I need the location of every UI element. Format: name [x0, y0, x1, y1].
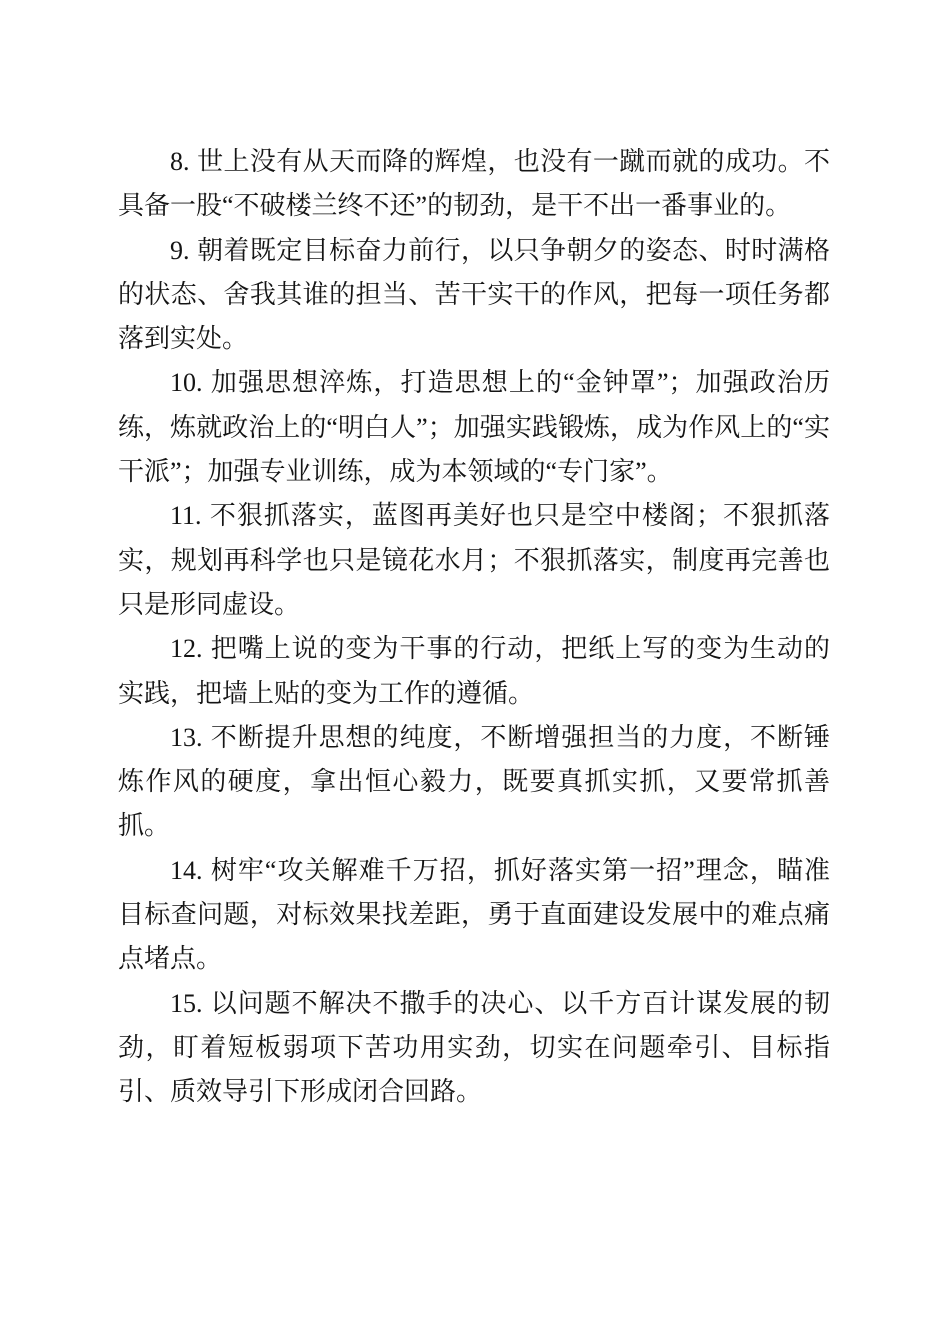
document-body	[118, 140, 830, 1115]
paragraph-9	[118, 229, 830, 362]
paragraph-number: 14.	[170, 855, 203, 885]
paragraph-number: 9.	[170, 235, 190, 265]
paragraph-11	[118, 494, 830, 627]
paragraph-text: 加强思想淬炼，打造思想上的“金钟罩”；加强政治历练，炼就政治上的“明白人”；加强实践锻炼，成为作风上的“实干派”；加强专业训练，成为本领域的“专门家”。	[118, 368, 830, 487]
paragraph-number: 11.	[170, 501, 202, 531]
paragraph-15	[118, 982, 830, 1115]
paragraph-number: 8.	[170, 147, 190, 176]
paragraph-text: 朝着既定目标奋力前行，以只争朝夕的姿态、时时满格的状态、舍我其谁的担当、苦干实干的作风，把每一项任务都落到实处。	[118, 235, 830, 354]
paragraph-number: 13.	[170, 722, 203, 752]
paragraph-text: 不断提升思想的纯度，不断增强担当的力度，不断锤炼作风的硬度，拿出恒心毅力，既要真抓实抓，又要常抓善抓。	[118, 722, 830, 841]
paragraph-8	[118, 140, 830, 229]
paragraph-text: 以问题不解决不撒手的决心、以千方百计谋发展的韧劲，盯着短板弱项下苦功用实劲，切实在问题牵引、目标指引、质效导引下形成闭合回路。	[118, 988, 830, 1107]
paragraph-14	[118, 849, 830, 982]
paragraph-number: 15.	[170, 988, 203, 1018]
paragraph-10	[118, 361, 830, 494]
paragraph-text: 世上没有从天而降的辉煌，也没有一蹴而就的成功。不具备一股“不破楼兰终不还”的韧劲，是干不出一番事业的。	[118, 147, 830, 221]
paragraph-number: 10.	[170, 368, 203, 398]
paragraph-12	[118, 627, 830, 716]
paragraph-13	[118, 716, 830, 849]
paragraph-number: 12.	[170, 634, 203, 664]
paragraph-text: 树牢“攻关解难千万招，抓好落实第一招”理念，瞄准目标查问题，对标效果找差距，勇于直面建设发展中的难点痛点堵点。	[118, 855, 830, 974]
paragraph-text: 把嘴上说的变为干事的行动，把纸上写的变为生动的实践，把墙上贴的变为工作的遵循。	[118, 634, 830, 708]
paragraph-text: 不狠抓落实，蓝图再美好也只是空中楼阁；不狠抓落实，规划再科学也只是镜花水月；不狠抓落实，制度再完善也只是形同虚设。	[118, 501, 830, 619]
